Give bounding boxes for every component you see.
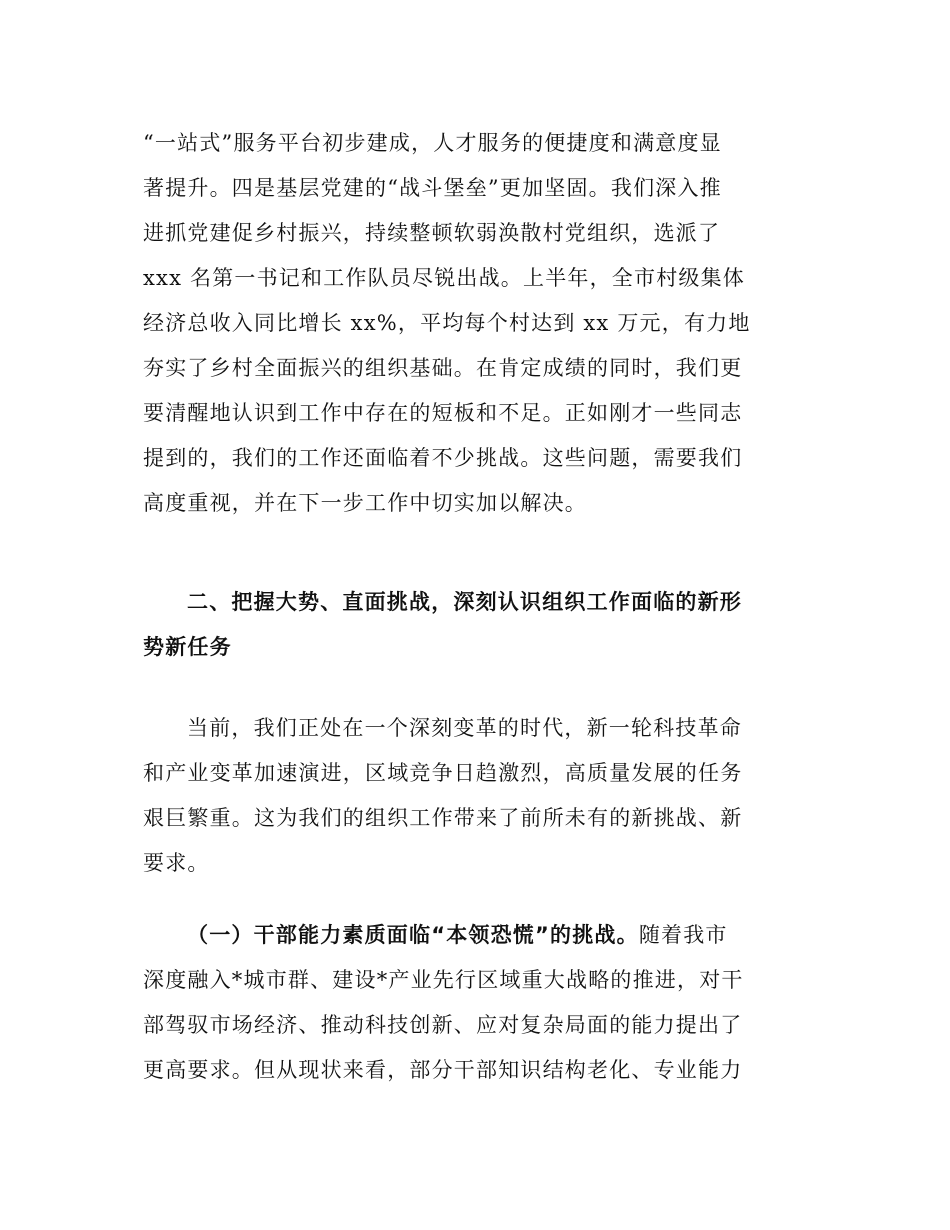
paragraph-line: 进抓党建促乡村振兴，持续整顿软弱涣散村党组织，选派了 (143, 221, 721, 245)
paragraph-cadre-ability (143, 913, 810, 1093)
paragraph-line: 当前，我们正处在一个深刻变革的时代，新一轮科技革命 (187, 716, 742, 740)
section-heading-line: 二、把握大势、直面挑战，深刻认识组织工作面临的新形 (187, 590, 742, 614)
paragraph-line: 艰巨繁重。这为我们的组织工作带来了前所未有的新挑战、新 (143, 806, 743, 830)
paragraph-line: 高度重视，并在下一步工作中切实加以解决。 (143, 491, 587, 515)
paragraph-line: 要求。 (143, 851, 210, 875)
paragraph-line: 更高要求。但从现状来看，部分干部知识结构老化、专业能力 (143, 1058, 743, 1082)
paragraph-achievements (143, 121, 810, 526)
paragraph-line: 著提升。四是基层党建的“战斗堡垒”更加坚固。我们深入推 (143, 176, 722, 200)
paragraph-line: 和产业变革加速演进，区域竞争日趋激烈，高质量发展的任务 (143, 761, 743, 785)
section-heading-line: 势新任务 (143, 635, 232, 659)
paragraph-current-situation (143, 706, 810, 886)
section-heading (143, 580, 810, 670)
paragraph-first-line (143, 913, 810, 958)
paragraph-line: 要清醒地认识到工作中存在的短板和不足。正如刚才一些同志 (143, 401, 743, 425)
paragraph-line: 经济总收入同比增长 xx%，平均每个村达到 xx 万元，有力地 (143, 311, 751, 335)
subheading-lead: （一）干部能力素质面临“本领恐慌”的挑战。 (187, 923, 639, 947)
paragraph-line: 夯实了乡村全面振兴的组织基础。在肯定成绩的同时，我们更 (143, 356, 743, 380)
paragraph-line: 部驾驭市场经济、推动科技创新、应对复杂局面的能力提出了 (143, 1013, 743, 1037)
paragraph-line: xxx 名第一书记和工作队员尽锐出战。上半年，全市村级集体 (143, 266, 746, 290)
paragraph-line: “一站式”服务平台初步建成，人才服务的便捷度和满意度显 (143, 131, 722, 155)
paragraph-line: 深度融入*城市群、建设*产业先行区域重大战略的推进，对干 (143, 968, 744, 992)
paragraph-line-rest: 随着我市 (638, 923, 728, 947)
paragraph-line: 提到的，我们的工作还面临着不少挑战。这些问题，需要我们 (143, 446, 743, 470)
